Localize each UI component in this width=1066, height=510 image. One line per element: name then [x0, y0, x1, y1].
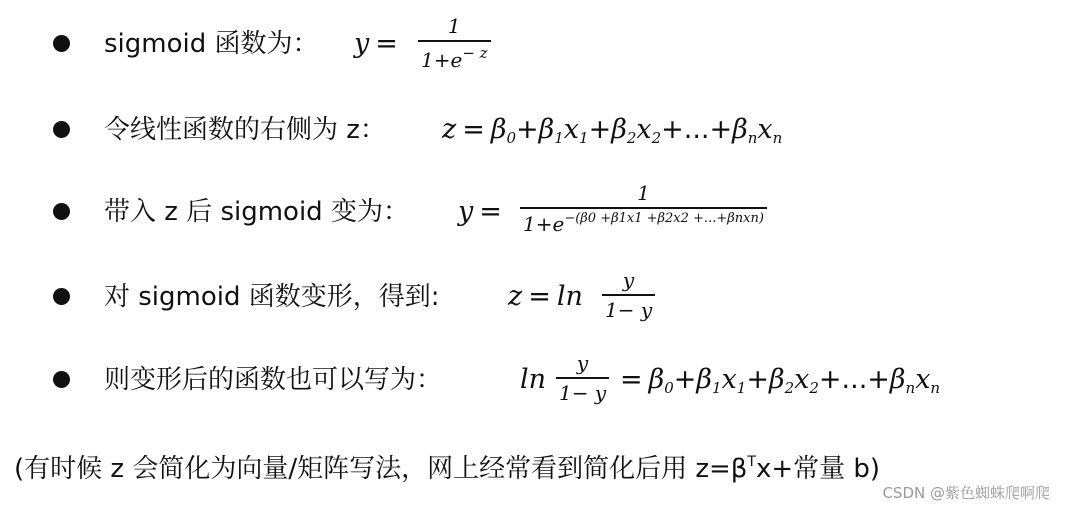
fraction-numerator: 1 [447, 14, 461, 38]
x-var: x [757, 114, 773, 145]
plus-sign: + [516, 114, 539, 145]
bullet-point [53, 288, 70, 305]
transform-lhs [508, 282, 583, 312]
bullet-point [53, 35, 70, 52]
rewrite-fraction [556, 351, 609, 405]
sigmoid-lhs [354, 29, 404, 59]
subscript: n [772, 129, 783, 147]
subscript: 2 [784, 379, 795, 397]
plus-sign: + [746, 364, 769, 395]
ellipsis: +...+ [661, 114, 733, 145]
csdn-watermark: CSDN @紫色蜘蛛爬啊爬 [882, 484, 1050, 502]
fraction-denominator: 1− y [605, 297, 653, 322]
transform-label: 对 sigmoid 函数变形，得到: [104, 282, 440, 312]
fraction-numerator: y [622, 268, 635, 292]
fraction-bar [556, 377, 609, 379]
den-base: 1+e [523, 211, 565, 236]
subscript: 2 [626, 129, 637, 147]
den-exponent: − z [462, 43, 488, 62]
equals-sign: = [479, 196, 502, 227]
fraction-bar [520, 207, 767, 209]
x-var: x [721, 364, 737, 395]
equals-sign: = [462, 114, 485, 145]
rewrite-ln [520, 365, 546, 395]
subscript: 2 [651, 129, 662, 147]
plus-sign: + [588, 114, 612, 145]
ln-operator: ln [520, 364, 547, 395]
ellipsis: +...+ [818, 364, 890, 395]
x-var: x [636, 114, 652, 145]
subscript: 1 [579, 129, 589, 147]
bullet-point [53, 121, 70, 138]
subscript: 2 [809, 379, 819, 397]
lhs-var: y [458, 196, 474, 227]
subscript: n [905, 379, 916, 397]
subscript: 1 [736, 379, 747, 397]
fraction-denominator [418, 44, 491, 72]
subscript: 1 [554, 129, 564, 147]
beta-symbol: β [611, 114, 627, 145]
beta-symbol: β [696, 364, 713, 395]
beta-symbol: β [732, 114, 748, 145]
lhs-var: z [508, 281, 523, 312]
fraction-denominator [520, 211, 767, 236]
footer-text-before: (有时候 z 会简化为向量/矩阵写法，网上经常看到简化后用 z=β [14, 454, 748, 484]
subscript: 0 [506, 129, 517, 147]
linear-formula [442, 115, 782, 153]
beta-symbol: β [768, 364, 785, 395]
transpose-superscript: T [747, 454, 756, 470]
den-base: 1+e [421, 47, 463, 72]
sigmoid-fraction [418, 14, 491, 72]
transform-fraction [602, 268, 655, 322]
ln-operator: ln [556, 281, 583, 312]
equals-sign: = [375, 28, 398, 59]
subscript: 0 [664, 379, 674, 397]
x-var: x [915, 364, 931, 395]
z-var: z [442, 114, 457, 145]
den-exponent: −(β0 +β1x1 +β2x2 +...+βnxn) [564, 210, 764, 226]
substitute-label: 带入 z 后 sigmoid 变为： [104, 197, 409, 227]
subscript: n [747, 129, 758, 147]
bullet-point [53, 203, 70, 220]
substitute-lhs [458, 197, 508, 227]
rewrite-label: 则变形后的函数也可以写为： [104, 365, 443, 395]
lhs-var: y [354, 28, 370, 59]
subscript: n [930, 379, 941, 397]
x-var: x [794, 364, 810, 395]
fraction-bar [418, 40, 491, 42]
beta-symbol: β [538, 114, 555, 145]
equals-sign: = [620, 364, 643, 395]
fraction-numerator: 1 [637, 181, 650, 205]
linear-label: 令线性函数的右侧为 z： [104, 115, 386, 145]
fraction-bar [602, 294, 655, 296]
bullet-point [53, 371, 70, 388]
rewrite-rhs [620, 365, 940, 403]
fraction-denominator: 1− y [559, 380, 607, 405]
equals-sign: = [528, 281, 551, 312]
beta-symbol: β [889, 364, 906, 395]
beta-symbol: β [648, 364, 665, 395]
sigmoid-label: sigmoid 函数为： [104, 29, 319, 59]
subscript: 1 [712, 379, 722, 397]
fraction-numerator: y [576, 351, 589, 375]
beta-symbol: β [490, 114, 507, 145]
footer-note [14, 446, 880, 485]
substitute-fraction [520, 181, 767, 236]
x-var: x [563, 114, 580, 145]
plus-sign: + [673, 364, 697, 395]
footer-text-after: x+常量 b) [755, 454, 881, 484]
